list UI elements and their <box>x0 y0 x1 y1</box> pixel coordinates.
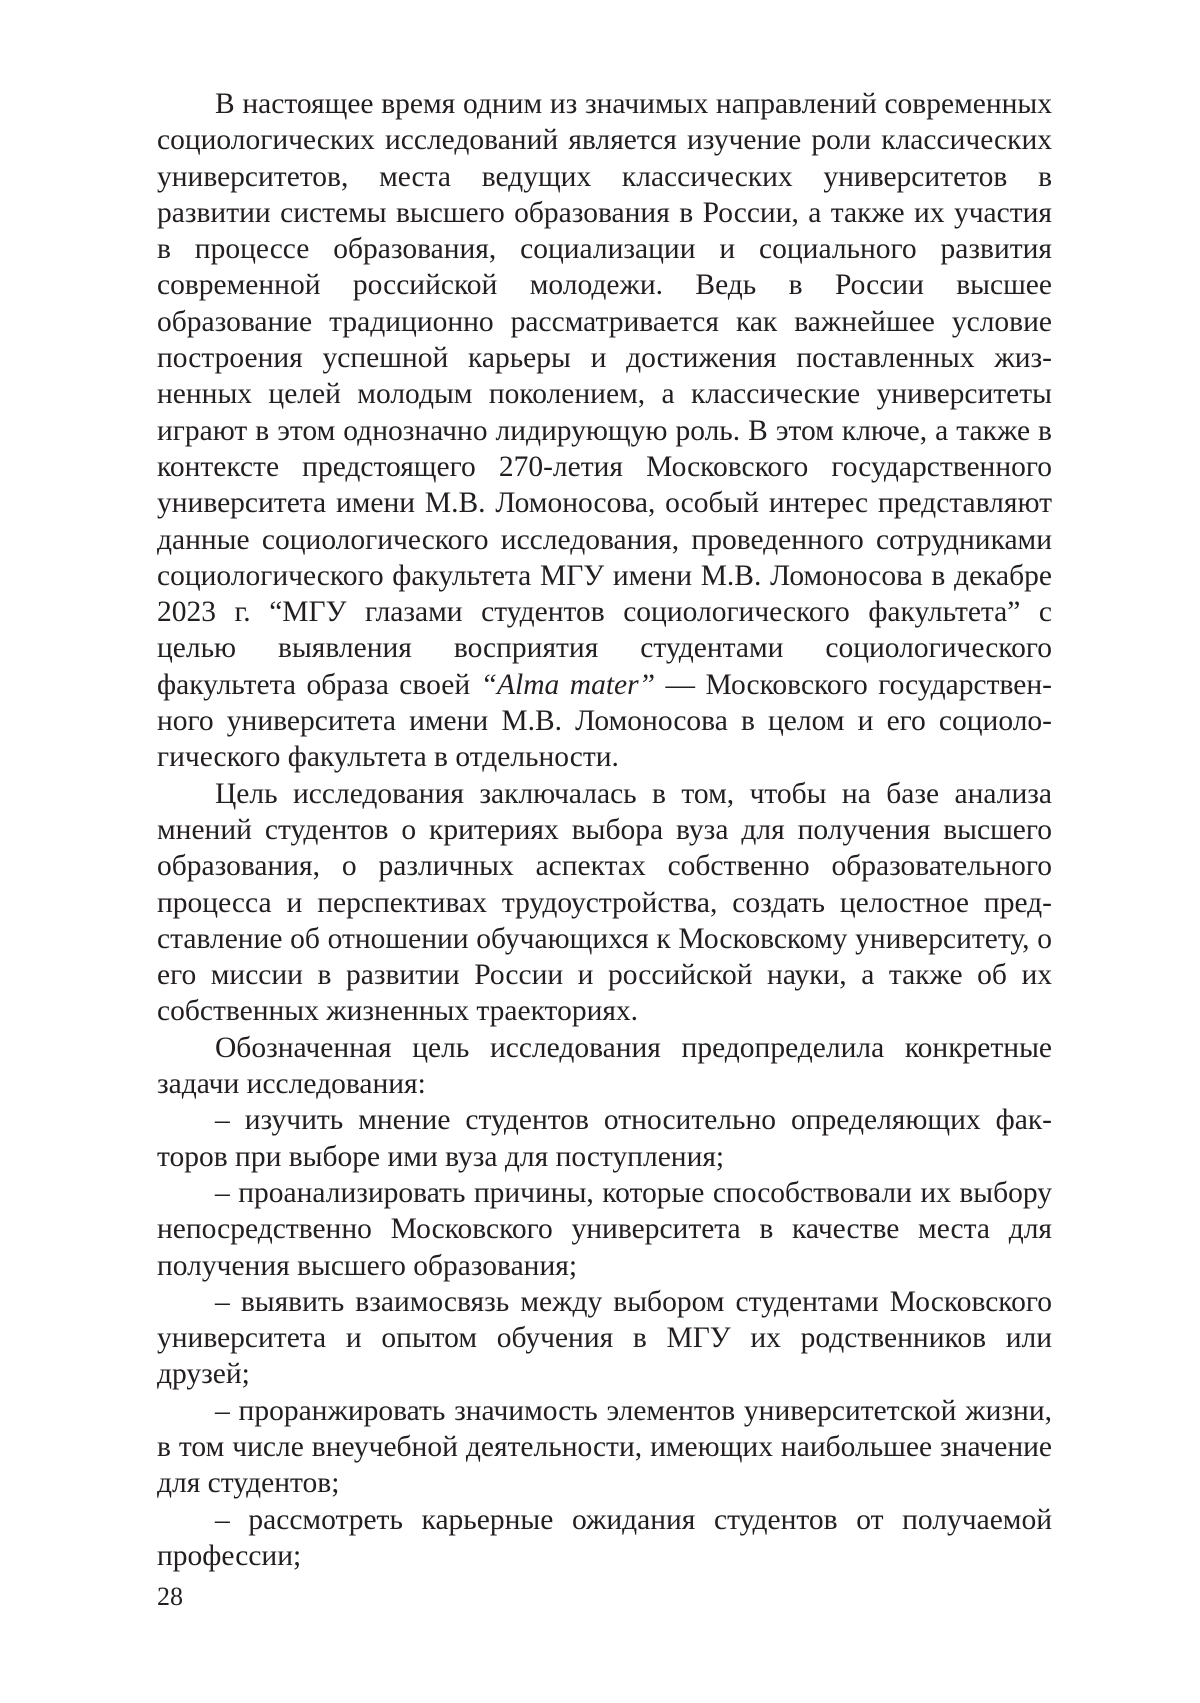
alma-mater-phrase: “Alma mater” <box>481 669 655 701</box>
body-text <box>157 86 1052 1574</box>
task-list-item: – выявить взаимосвязь между выбором студентами Москов­ского университета и опытом обучения в МГУ их родственников или друзей; <box>157 1284 1052 1393</box>
task-list-item: – проанализировать причины, которые способствовали их вы­бору непосредственно Московского университета в качестве места для получения высшего образования; <box>157 1175 1052 1284</box>
paragraph-intro <box>157 86 1052 776</box>
paragraph-intro-text: В настоящее время одним из значимых направлений современ­ных социологических исследований является изучение роли клас­сических университетов, места ведущих классических универси­тетов в развитии системы высшего образования в России, а также их участия в процессе образования, социализации и социального развития современной российской молодежи. Ведь в России высшее образование традиционно рассматривается как важнейшее условие построения успешной карьеры и достижения поставленных жиз­ненных целей молодым поколением, а классические университеты играют в этом однозначно лидирующую роль. В этом ключе, а также в контексте предстоящего 270-летия Московского государственного университета имени М.В. Ломоносова, особый интерес представля­ют данные социологического исследования, проведенного сотруд­никами социологического факультета МГУ имени М.В. Ломоносова в декабре 2023 г. “МГУ глазами студентов социологического факуль­тета” с целью выявления восприятия студентами социологического факультета образа своей <box>157 88 1052 701</box>
task-list-item: – проранжировать значимость элементов университетской жизни, в том числе внеучебной деятельности, имеющих наибольшее значение для студентов; <box>157 1393 1052 1502</box>
task-list-item: – изучить мнение студентов относительно определяющих фак­торов при выборе ими вуза для поступления; <box>157 1102 1052 1175</box>
page-number: 28 <box>157 1582 183 1612</box>
document-page <box>0 0 1200 1703</box>
paragraph-goal: Цель исследования заключалась в том, чтобы на базе анализа мнений студентов о критериях выбора вуза для получения высшего образования, о различных аспектах собственно образовательного процесса и перспективах трудоустройства, создать целостное пред­ставление об отношении обучающихся к Московскому университе­ту, о его миссии в развитии России и российской науки, а также об их собственных жизненных траекториях. <box>157 776 1052 1030</box>
paragraph-intro-ending: — Московского государствен­ного университета имени М.В. Ломоносова в целом и его социоло­гического факультета в отдельности. <box>157 669 1052 774</box>
paragraph-tasks-intro: Обозначенная цель исследования предопределила конкретные задачи исследования: <box>157 1030 1052 1103</box>
task-list-item: – рассмотреть карьерные ожидания студентов от получаемой профессии; <box>157 1502 1052 1575</box>
